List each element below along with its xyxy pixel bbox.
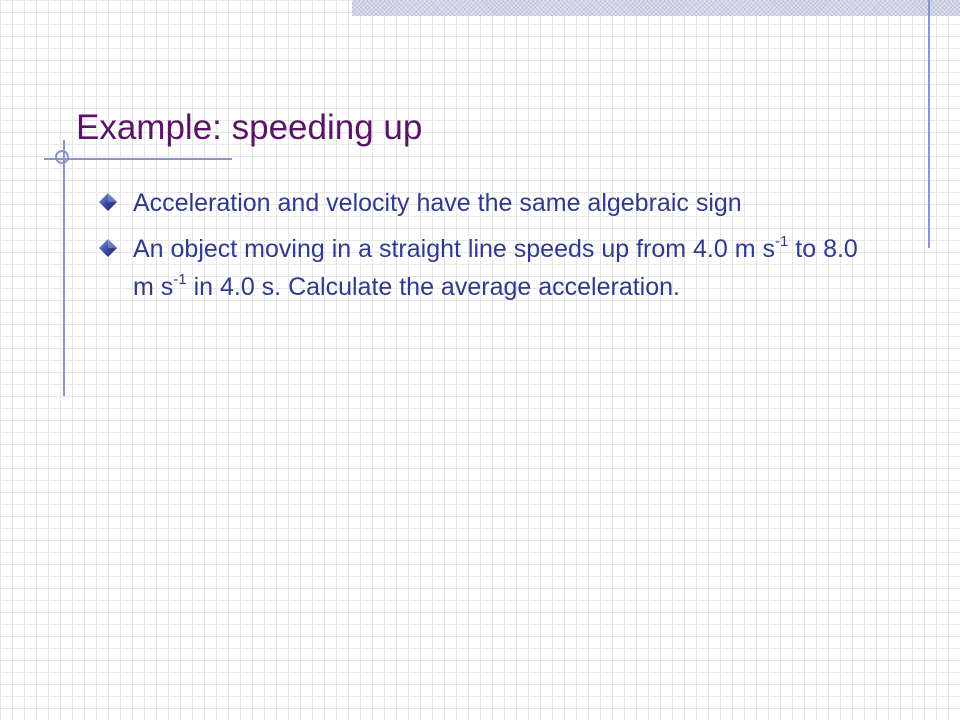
diamond-bullet-icon bbox=[98, 238, 118, 258]
right-vertical-rule bbox=[928, 0, 930, 248]
left-vertical-rule bbox=[63, 140, 65, 396]
bullet-item-2 bbox=[96, 230, 866, 306]
superscript-exponent-2: -1 bbox=[173, 270, 187, 288]
title-underline-rule bbox=[44, 158, 232, 160]
slide-title: Example: speeding up bbox=[76, 108, 423, 147]
bullet-text-2b: to 8.0 m s bbox=[133, 235, 858, 301]
bullet-text-2c: in 4.0 s. Calculate the average acceleration. bbox=[186, 273, 680, 301]
superscript-exponent-1: -1 bbox=[775, 232, 789, 250]
bullet-text-2a: An object moving in a straight line speeds up from 4.0 m s bbox=[133, 235, 775, 263]
top-decorative-band bbox=[352, 0, 960, 16]
bullet-list bbox=[96, 184, 866, 314]
bullet-item-1 bbox=[96, 184, 866, 222]
corner-ring-icon bbox=[55, 150, 69, 164]
diamond-bullet-icon bbox=[98, 192, 118, 212]
bullet-text-1: Acceleration and velocity have the same algebraic sign bbox=[133, 189, 742, 217]
